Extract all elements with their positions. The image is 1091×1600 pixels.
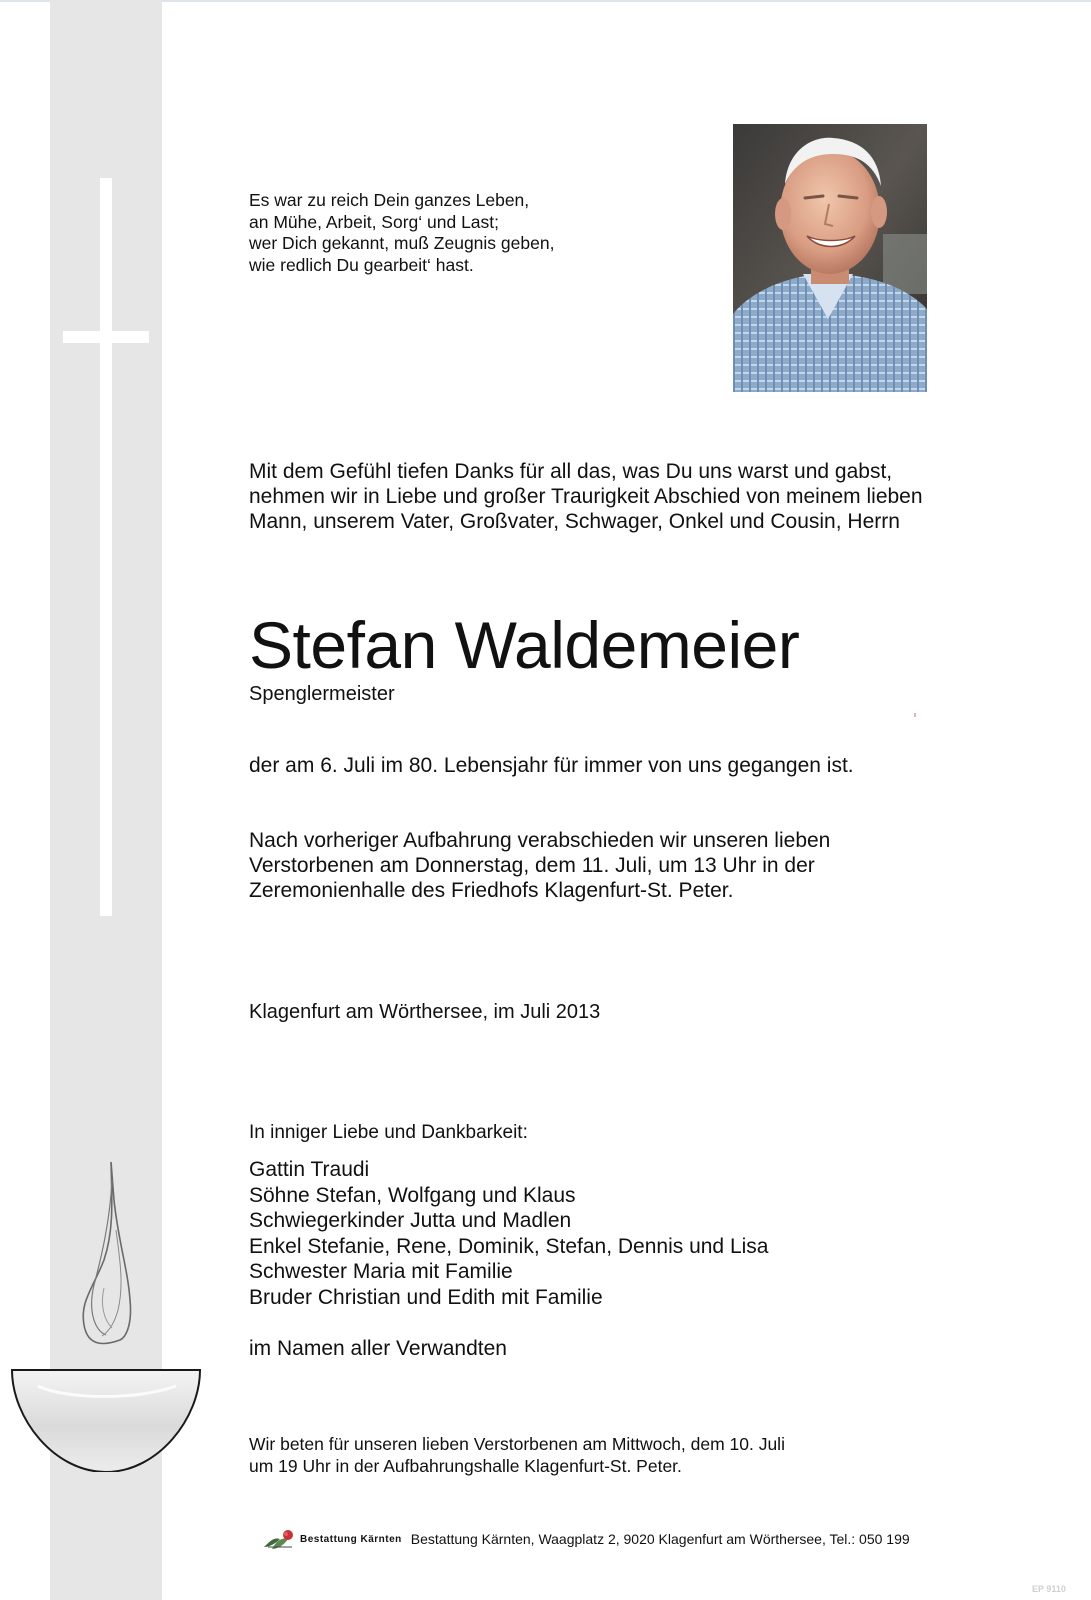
cross-icon-crossbar	[63, 331, 149, 343]
poem	[249, 190, 554, 276]
prayer-line: um 19 Uhr in der Aufbahrungshalle Klagenfurt-St. Peter.	[249, 1456, 682, 1476]
candle-bowl-icon	[8, 1160, 204, 1472]
mourners-list	[249, 1157, 768, 1311]
top-border	[0, 0, 1091, 2]
mourner-item: Enkel Stefanie, Rene, Dominik, Stefan, Dennis und Lisa	[249, 1234, 769, 1258]
funeral-home-logo-icon	[262, 1527, 298, 1551]
cross-icon	[100, 178, 112, 916]
portrait-photo	[733, 124, 927, 392]
mourner-item: Gattin Traudi	[249, 1158, 370, 1181]
footer	[262, 1527, 910, 1551]
prayer-info	[249, 1433, 785, 1477]
deceased-profession: Spenglermeister	[249, 683, 395, 705]
intro-line: Mann, unserem Vater, Großvater, Schwager, Onkel und Cousin, Herrn	[249, 510, 900, 533]
ceremony-line: Verstorbenen am Donnerstag, dem 11. Juli, um 13 Uhr in der	[249, 854, 815, 877]
poem-line: wie redlich Du gearbeit‘ hast.	[249, 254, 474, 275]
mourner-item: Bruder Christian und Edith mit Familie	[249, 1285, 603, 1309]
mourner-item: Schwester Maria mit Familie	[249, 1260, 513, 1284]
poem-line: Es war zu reich Dein ganzes Leben,	[249, 190, 530, 210]
mourner-item: Söhne Stefan, Wolfgang und Klaus	[249, 1183, 576, 1207]
logo-text: Bestattung Kärnten	[300, 1533, 402, 1545]
intro-line: Mit dem Gefühl tiefen Danks für all das, was Du uns warst und gabst,	[249, 460, 893, 483]
mourners-heading: In inniger Liebe und Dankbarkeit:	[249, 1122, 528, 1143]
prayer-line: Wir beten für unseren lieben Verstorbenen am Mittwoch, dem 10. Juli	[249, 1434, 785, 1454]
place-date: Klagenfurt am Wörthersee, im Juli 2013	[249, 1001, 601, 1023]
death-notice: der am 6. Juli im 80. Lebensjahr für immer von uns gegangen ist.	[249, 754, 854, 777]
poem-line: an Mühe, Arbeit, Sorg‘ und Last;	[249, 211, 500, 232]
deceased-name: Stefan Waldemeier	[249, 608, 800, 682]
relatives-note: im Namen aller Verwandten	[249, 1337, 507, 1360]
poem-line: wer Dich gekannt, muß Zeugnis geben,	[249, 233, 555, 253]
ceremony-info	[249, 828, 830, 903]
ceremony-line: Zeremonienhalle des Friedhofs Klagenfurt-St. Peter.	[249, 879, 734, 902]
print-code: EP 9110	[1032, 1584, 1066, 1594]
mourner-item: Schwiegerkinder Jutta und Madlen	[249, 1209, 572, 1233]
ceremony-line: Nach vorheriger Aufbahrung verabschieden wir unseren lieben	[249, 829, 831, 852]
footer-address: Bestattung Kärnten, Waagplatz 2, 9020 Klagenfurt am Wörthersee, Tel.: 050 199	[410, 1531, 910, 1547]
intro-text	[249, 459, 923, 534]
intro-line: nehmen wir in Liebe und großer Traurigkeit Abschied von meinem lieben	[249, 485, 923, 508]
speck	[914, 713, 916, 717]
